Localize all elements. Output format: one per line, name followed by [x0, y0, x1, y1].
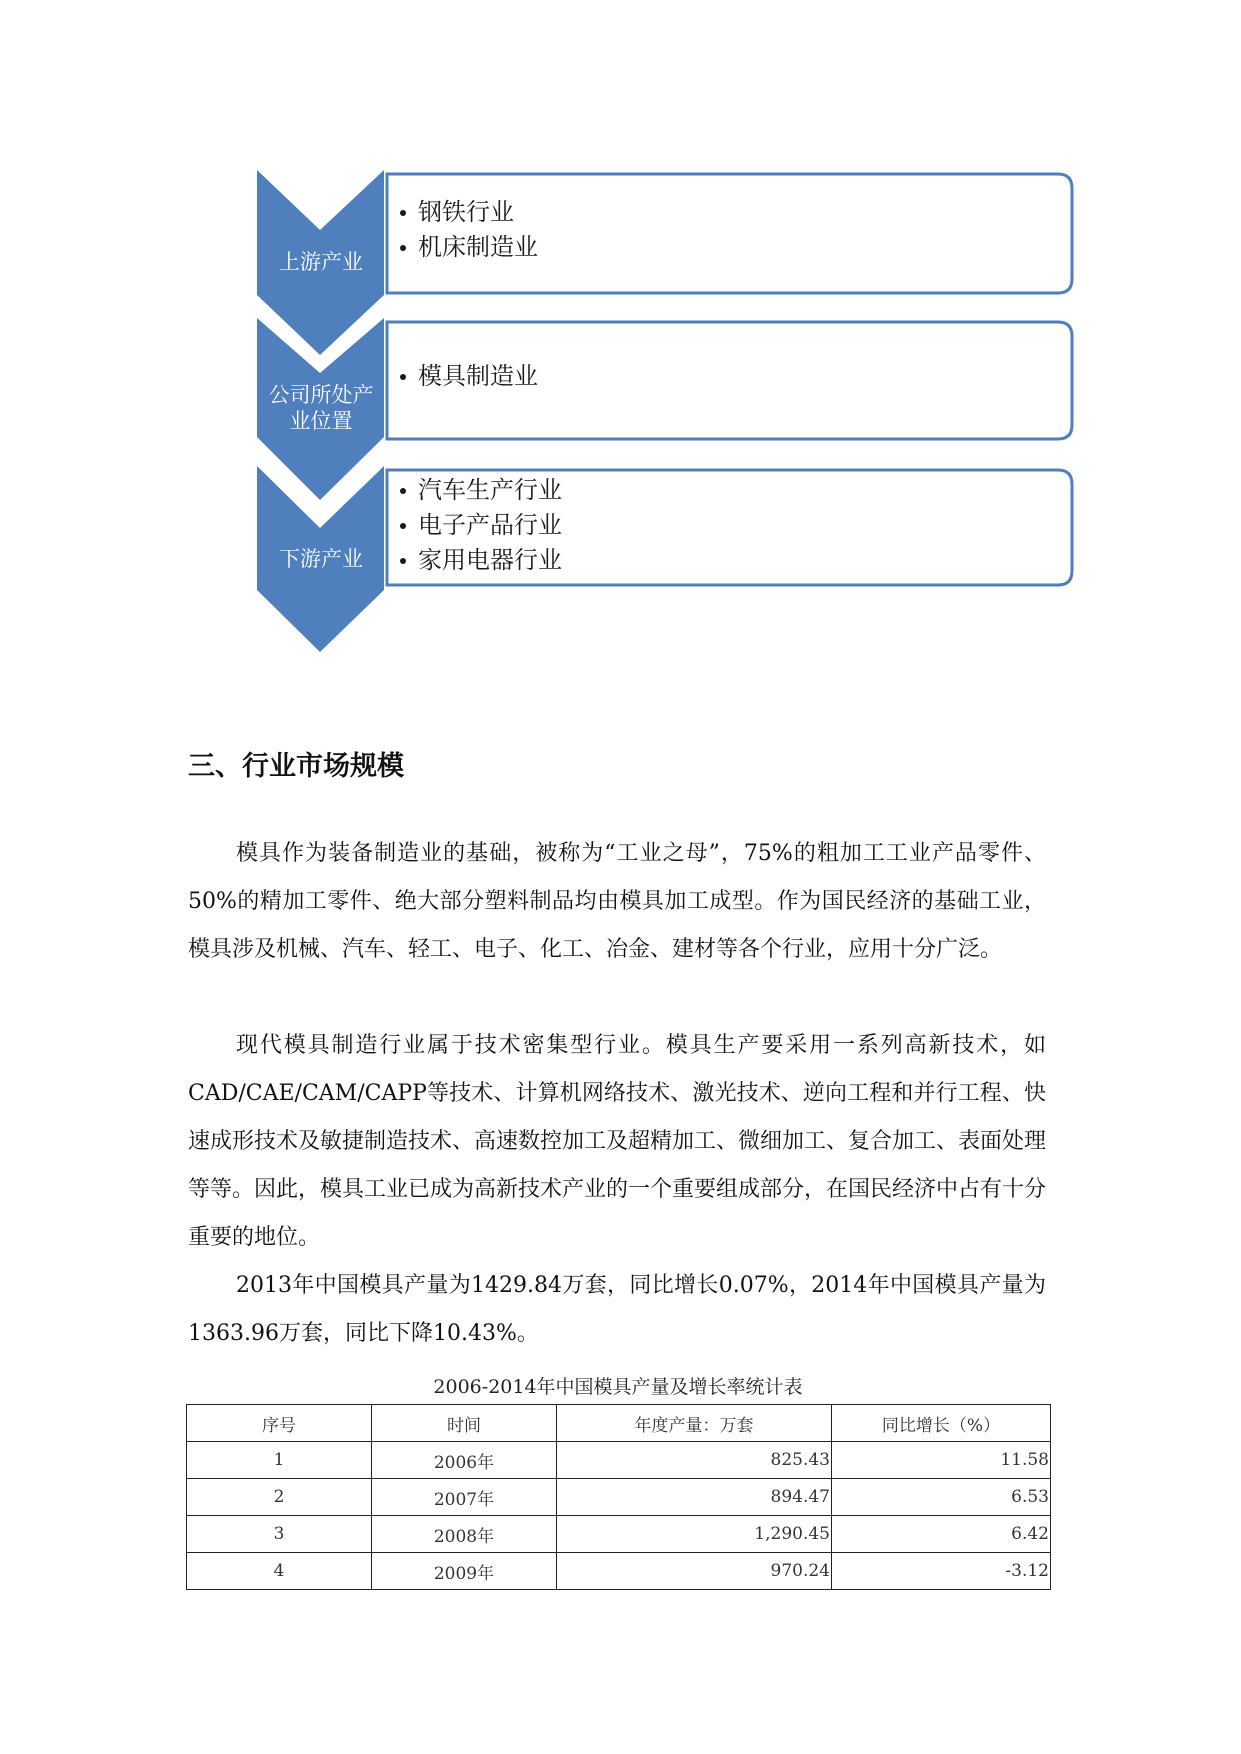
- stage-label-upstream: 上游产业: [279, 250, 363, 274]
- section-heading: 三、行业市场规模: [188, 751, 404, 782]
- list-item: 电子产品行业: [397, 508, 562, 543]
- stage-label-company: 公司所处产 业位置: [268, 383, 374, 433]
- industry-chain-diagram: [0, 0, 1241, 700]
- table-cell: 4: [187, 1553, 372, 1590]
- table-cell: 1: [187, 1442, 372, 1479]
- table-row: [187, 1479, 1051, 1516]
- table-cell: 970.24: [557, 1553, 832, 1590]
- paragraph-1: 模具作为装备制造业的基础，被称为“工业之母”，75%的粗加工工业产品零件、50%的精加工零件、绝大部分塑料制品均由模具加工成型。作为国民经济的基础工业，模具涉及机械、汽车、轻工、电子、化工、冶金、建材等各个行业，应用十分广泛。: [188, 841, 1046, 962]
- paragraph-3: 2013年中国模具产量为1429.84万套，同比增长0.07%，2014年中国模具产量为1363.96万套，同比下降10.43%。: [188, 1273, 1046, 1346]
- list-item: 钢铁行业: [397, 195, 538, 230]
- table-cell: -3.12: [832, 1553, 1051, 1590]
- table-cell: 2008年: [372, 1516, 557, 1553]
- table-cell: 6.53: [832, 1479, 1051, 1516]
- table-row: [187, 1516, 1051, 1553]
- table-cell: 11.58: [832, 1442, 1051, 1479]
- production-table: [186, 1404, 1051, 1590]
- stage-items-upstream: [397, 195, 538, 265]
- table-cell: 825.43: [557, 1442, 832, 1479]
- table-cell: 2: [187, 1479, 372, 1516]
- list-item: 模具制造业: [397, 359, 538, 394]
- table-row: [187, 1442, 1051, 1479]
- stage-label-downstream: 下游产业: [279, 547, 363, 571]
- list-item: 汽车生产行业: [397, 473, 562, 508]
- list-item: 家用电器行业: [397, 543, 562, 578]
- header-cell: 时间: [372, 1405, 557, 1442]
- table-cell: 2006年: [372, 1442, 557, 1479]
- header-cell: 年度产量：万套: [557, 1405, 832, 1442]
- table-header-row: [187, 1405, 1051, 1442]
- stage-items-company: [397, 359, 538, 394]
- table-cell: 3: [187, 1516, 372, 1553]
- table-cell: 1,290.45: [557, 1516, 832, 1553]
- table-cell: 894.47: [557, 1479, 832, 1516]
- header-cell: 同比增长（%）: [832, 1405, 1051, 1442]
- table-cell: 2007年: [372, 1479, 557, 1516]
- header-cell: 序号: [187, 1405, 372, 1442]
- table-cell: 6.42: [832, 1516, 1051, 1553]
- table-row: [187, 1553, 1051, 1590]
- table-cell: 2009年: [372, 1553, 557, 1590]
- table-caption: 2006-2014年中国模具产量及增长率统计表: [433, 1376, 803, 1398]
- stage-items-downstream: [397, 473, 562, 578]
- paragraph-2: 现代模具制造行业属于技术密集型行业。模具生产要采用一系列高新技术，如CAD/CAE/CAM/CAPP等技术、计算机网络技术、激光技术、逆向工程和并行工程、快速成形技术及敏捷制造技术、高速数控加工及超精加工、微细加工、复合加工、表面处理等等。因此，模具工业已成为高新技术产业的一个重要组成部分，在国民经济中占有十分重要的地位。: [188, 1033, 1047, 1250]
- list-item: 机床制造业: [397, 230, 538, 265]
